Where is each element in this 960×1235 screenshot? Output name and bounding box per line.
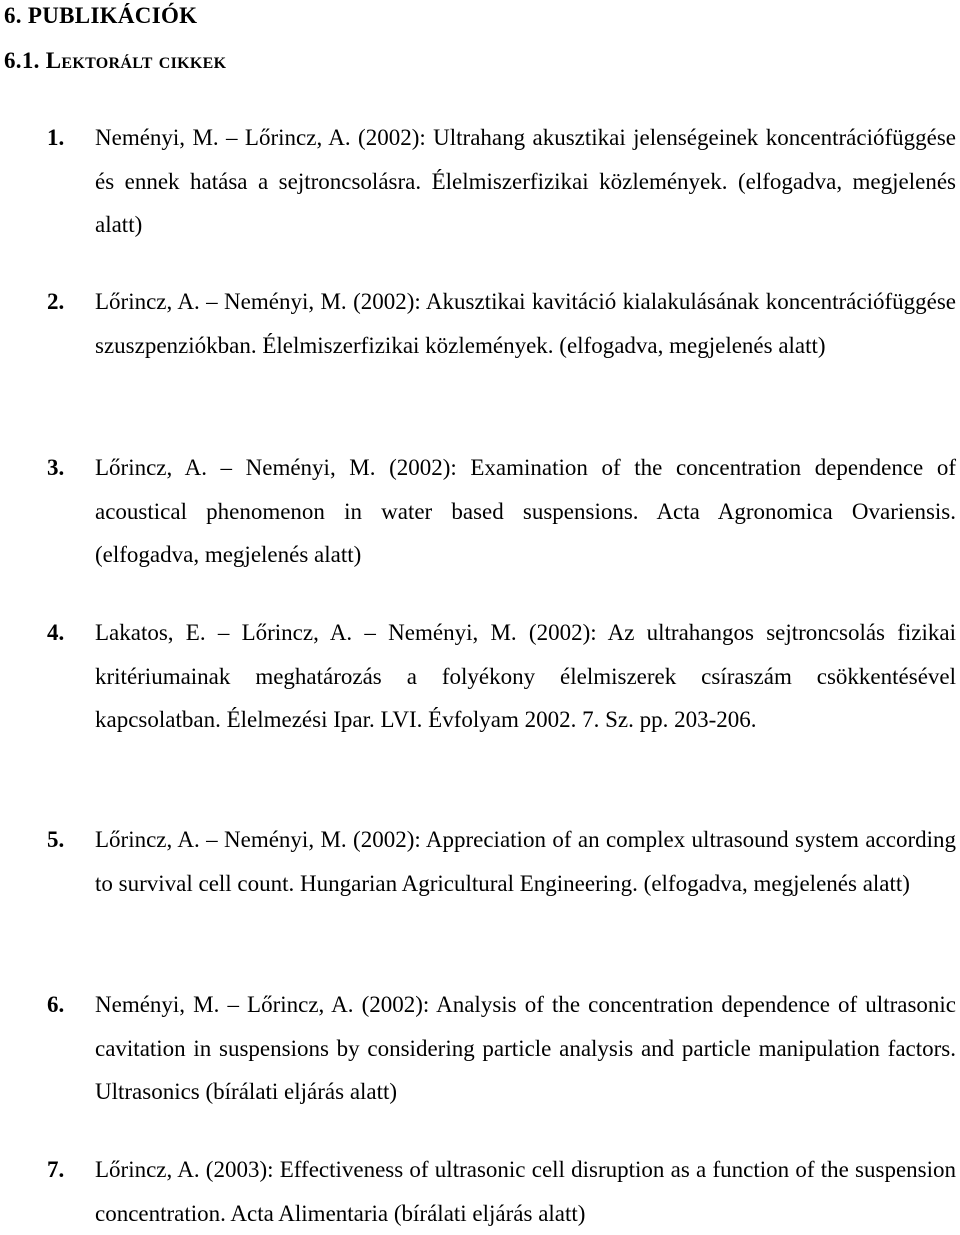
publication-number: 3.	[47, 455, 65, 480]
publication-number: 1.	[47, 125, 65, 150]
publication-citation: Lőrincz, A. – Neményi, M. (2002): Akusztikai kavitáció kialakulásának koncentrációfüggése szuszpenziókban. Élelmiszerfizikai közlemények. (elfogadva, megjelenés alatt)	[95, 289, 956, 358]
publication-number: 6.	[47, 992, 65, 1017]
publication-citation: Lőrincz, A. – Neményi, M. (2002): Examination of the concentration dependence of acoustical phenomenon in water based suspensions. Acta Agronomica Ovariensis. (elfogadva, megjelenés alatt)	[95, 455, 956, 568]
publication-number: 2.	[47, 289, 65, 314]
section-title: 6.1. Lektorált cikkek	[4, 48, 227, 73]
publication-number: 5.	[47, 827, 65, 852]
publication-citation: Lakatos, E. – Lőrincz, A. – Neményi, M. (2002): Az ultrahangos sejtroncsolás fizikai kritériumainak meghatározás a folyékony élelmiszerek csíraszám csökkentésével kapcsolatban. Élelmezési Ipar. LVI. Évfolyam 2002. 7. Sz. pp. 203-206.	[95, 620, 956, 733]
publication-number: 4.	[47, 620, 65, 645]
publication-citation: Lőrincz, A. – Neményi, M. (2002): Appreciation of an complex ultrasound system according to survival cell count. Hungarian Agricultural Engineering. (elfogadva, megjelenés alatt)	[95, 827, 956, 896]
publication-citation: Neményi, M. – Lőrincz, A. (2002): Analysis of the concentration dependence of ultrasonic cavitation in suspensions by considering particle analysis and particle manipulation factors. Ultrasonics (bírálati eljárás alatt)	[95, 992, 956, 1105]
publication-citation: Lőrincz, A. (2003): Effectiveness of ultrasonic cell disruption as a function of the suspension concentration. Acta Alimentaria (bírálati eljárás alatt)	[95, 1157, 956, 1226]
publication-number: 7.	[47, 1157, 65, 1182]
chapter-title: 6. PUBLIKÁCIÓK	[4, 3, 198, 28]
publication-citation: Neményi, M. – Lőrincz, A. (2002): Ultrahang akusztikai jelenségeinek koncentrációfüggése és ennek hatása a sejtroncsolásra. Élelmiszerfizikai közlemények. (elfogadva, megjelenés alatt)	[95, 125, 956, 238]
